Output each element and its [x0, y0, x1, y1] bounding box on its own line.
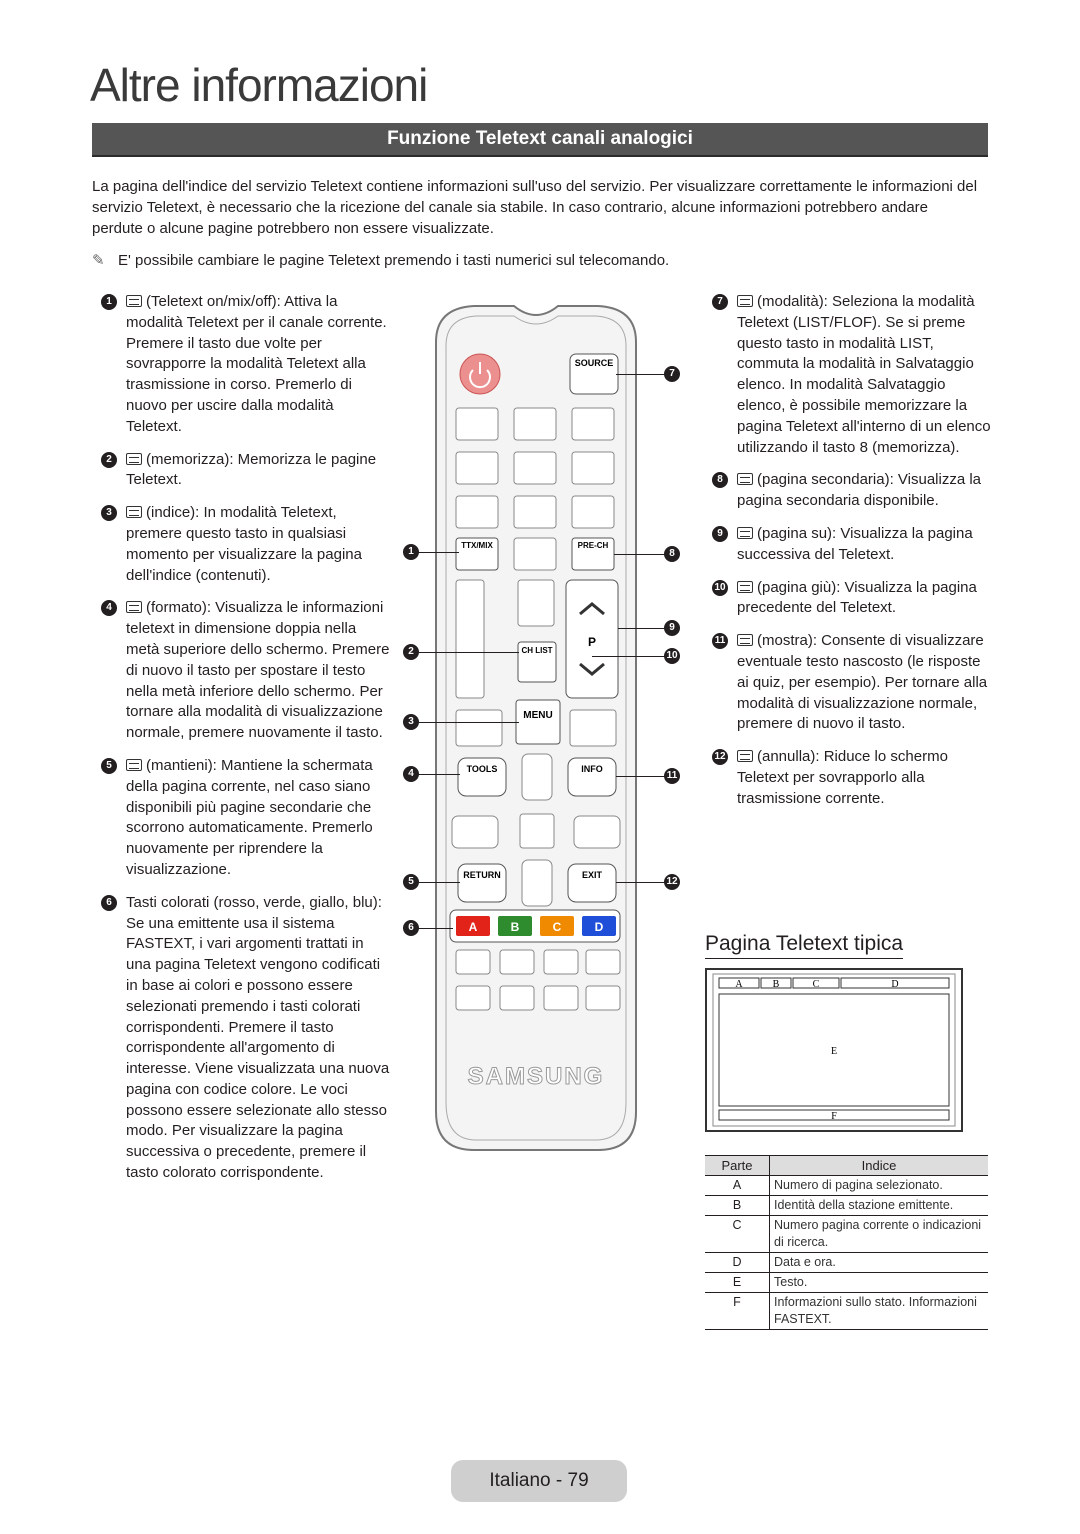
svg-text:RETURN: RETURN [463, 870, 501, 880]
teletext-key-icon [126, 759, 142, 771]
table-row [705, 1196, 988, 1216]
item-number: 12 [712, 749, 728, 765]
callout-8: 8 [664, 546, 680, 562]
callout-9: 9 [664, 620, 680, 636]
item-text: (Teletext on/mix/off): Attiva la modalità Teletext per il canale corrente. Premere il tasto due volte per sovrapporre la modalità Teletext alla trasmissione in corso. Premerlo di nuovo per uscire dalla modalità Teletext. [126, 293, 387, 435]
list-item [101, 450, 391, 492]
table-cell: E [705, 1273, 770, 1293]
callout-7: 7 [664, 366, 680, 382]
item-number: 7 [712, 294, 728, 310]
column-header: Indice [770, 1156, 989, 1176]
svg-text:MENU: MENU [523, 710, 553, 721]
svg-text:A: A [735, 979, 743, 990]
svg-text:A: A [468, 920, 478, 934]
table-cell: A [705, 1176, 770, 1196]
list-item [712, 524, 994, 566]
svg-text:INFO: INFO [581, 764, 603, 774]
list-item [101, 756, 391, 881]
svg-text:B: B [772, 979, 780, 990]
table-cell: D [705, 1253, 770, 1273]
right-item-list [712, 292, 994, 822]
svg-text:P: P [587, 635, 597, 649]
table-row [705, 1216, 988, 1253]
teletext-key-icon [737, 473, 753, 485]
teletext-key-icon [126, 506, 142, 518]
callout-1: 1 [403, 544, 419, 560]
item-number: 10 [712, 580, 728, 596]
item-text: (indice): In modalità Teletext, premere questo tasto in qualsiasi momento per visualizzare la pagina dell'indice (contenuti). [126, 504, 362, 584]
list-item [101, 893, 391, 1184]
column-header: Parte [705, 1156, 770, 1176]
mute-button [518, 580, 554, 626]
callout-12: 12 [664, 874, 680, 890]
typical-page-title: Pagina Teletext tipica [705, 932, 903, 959]
parts-table [705, 1155, 988, 1330]
table-row [705, 1253, 988, 1273]
teletext-page-diagram [705, 968, 963, 1132]
table-cell: Numero di pagina selezionato. [770, 1176, 989, 1196]
teletext-key-icon [737, 750, 753, 762]
item-text: (pagina su): Visualizza la pagina successiva del Teletext. [737, 524, 973, 563]
item-number: 2 [101, 452, 117, 468]
source-label: SOURCE [574, 358, 614, 368]
enter-button [520, 814, 554, 848]
item-number: 8 [712, 472, 728, 488]
table-row [705, 1273, 988, 1293]
list-item [101, 598, 391, 744]
svg-text:D: D [594, 920, 604, 934]
item-text: Tasti colorati (rosso, verde, giallo, blu): Se una emittente usa il sistema FASTEXT, i vari argomenti trattati in una pagina Teletext vengono codificati in base ai colori e possono essere selezionati premendo i tasti colorati corrispondenti. Premere il tasto corrispondente all'argomento di interesse. Viene visualizzata una nuova pagina con codice colore. Le voci possono essere selezionate allo stesso modo. Per visualizzare la pagina successiva o precedente, premere il tasto colorato corrispondente. [126, 893, 390, 1182]
table-cell: Data e ora. [770, 1253, 989, 1273]
item-text: (formato): Visualizza le informazioni teletext in dimensione doppia nella metà superiore dello schermo. Premere di nuovo il tasto per spostare il testo nella metà inferiore dello schermo. Per tornare alla modalità di visualizzazione normale, premere nuovamente il tasto. [126, 599, 390, 742]
intro-paragraph: La pagina dell'indice del servizio Teletext contiene informazioni sull'uso del servizio. Per visualizzare correttamente le informazioni del servizio Teletext, è necessario che la ricezione del canale sia stabile. In caso contrario, alcune informazioni potrebbero andare perdute o alcune pagine potrebbero non essere visualizzate. [92, 178, 978, 237]
item-number: 9 [712, 526, 728, 542]
brand-logo: SAMSUNG [467, 1063, 605, 1090]
svg-text:EXIT: EXIT [581, 870, 603, 880]
note-text: E' possibile cambiare le pagine Teletext premendo i tasti numerici sul telecomando. [118, 252, 670, 269]
down-button [522, 860, 552, 906]
svg-text:B: B [510, 920, 520, 934]
callout-11: 11 [664, 768, 680, 784]
table-cell: Numero pagina corrente o indicazioni di ricerca. [770, 1216, 989, 1253]
table-row [705, 1176, 988, 1196]
svg-text:C: C [812, 979, 820, 990]
note [92, 250, 982, 271]
callout-4: 4 [403, 766, 419, 782]
item-number: 3 [101, 505, 117, 521]
item-number: 6 [101, 895, 117, 911]
left-button [452, 816, 498, 848]
svg-text:TTX/MIX: TTX/MIX [461, 541, 493, 550]
item-text: (pagina giù): Visualizza la pagina precedente del Teletext. [737, 578, 977, 617]
item-number: 5 [101, 758, 117, 774]
teletext-key-icon [126, 601, 142, 613]
table-cell: F [705, 1293, 770, 1330]
volume-rocker [456, 580, 484, 698]
list-item [712, 292, 994, 458]
list-item [101, 503, 391, 586]
teletext-key-icon [737, 527, 753, 539]
page-title: Altre informazioni [90, 59, 428, 111]
table-cell: Testo. [770, 1273, 989, 1293]
svg-text:TOOLS: TOOLS [466, 764, 498, 774]
table-cell: Informazioni sullo stato. Informazioni FASTEXT. [770, 1293, 989, 1330]
teletext-key-icon [126, 295, 142, 307]
item-text: (annulla): Riduce lo schermo Teletext per sovrapporlo alla trasmissione corrente. [737, 748, 948, 807]
list-item [712, 578, 994, 620]
callout-3: 3 [403, 714, 419, 730]
list-item [101, 292, 391, 438]
page-number-badge: Italiano - 79 [451, 1460, 627, 1502]
item-text: (memorizza): Memorizza le pagine Teletext. [126, 450, 377, 489]
callout-5: 5 [403, 874, 419, 890]
item-number: 1 [101, 294, 117, 310]
list-item [712, 631, 994, 735]
teletext-key-icon [126, 453, 142, 465]
right-button [574, 816, 620, 848]
item-text: (modalità): Seleziona la modalità Teletext (LIST/FLOF). Se si preme questo tasto in modalità LIST, commuta la modalità in Salvataggio elenco. In modalità Salvataggio elenco, è possibile memorizzare la pagina Teletext all'interno di un elenco utilizzando il tasto 8 (memorizza). [737, 293, 991, 456]
list-item [712, 747, 994, 809]
left-item-list [101, 292, 391, 1196]
table-cell: B [705, 1196, 770, 1216]
item-text: (pagina secondaria): Visualizza la pagina secondaria disponibile. [737, 471, 982, 510]
teletext-key-icon [737, 295, 753, 307]
item-text: (mantieni): Mantiene la schermata della pagina corrente, nel caso siano disponibili più pagine secondarie che scorrono automaticamente. Premerlo nuovamente per riprendere la visualizzazione. [126, 756, 373, 878]
item-text: (mostra): Consente di visualizzare eventuale testo nascosto (le risposte ai quiz, per esempio). Per tornare alla modalità di visualizzazione normale, premere di nuovo il tasto. [737, 632, 988, 733]
table-row [705, 1293, 988, 1330]
list-item [712, 470, 994, 512]
svg-text:C: C [552, 920, 562, 934]
item-number: 4 [101, 600, 117, 616]
callout-6: 6 [403, 920, 419, 936]
svg-text:PRE-CH: PRE-CH [577, 541, 609, 550]
teletext-key-icon [737, 581, 753, 593]
item-number: 11 [712, 633, 728, 649]
teletext-key-icon [737, 634, 753, 646]
svg-text:D: D [891, 979, 899, 990]
up-button [522, 754, 552, 800]
table-cell: Identità della stazione emittente. [770, 1196, 989, 1216]
svg-text:E: E [830, 1046, 838, 1057]
callout-2: 2 [403, 644, 419, 660]
remote-control-illustration [434, 302, 638, 1152]
svg-text:CH LIST: CH LIST [521, 646, 553, 655]
svg-text:F: F [831, 1111, 837, 1122]
pencil-icon: ✎ [92, 252, 105, 269]
menu-button [516, 700, 560, 744]
callout-10: 10 [664, 648, 680, 664]
section-title: Funzione Teletext canali analogici [92, 123, 988, 157]
table-cell: C [705, 1216, 770, 1253]
